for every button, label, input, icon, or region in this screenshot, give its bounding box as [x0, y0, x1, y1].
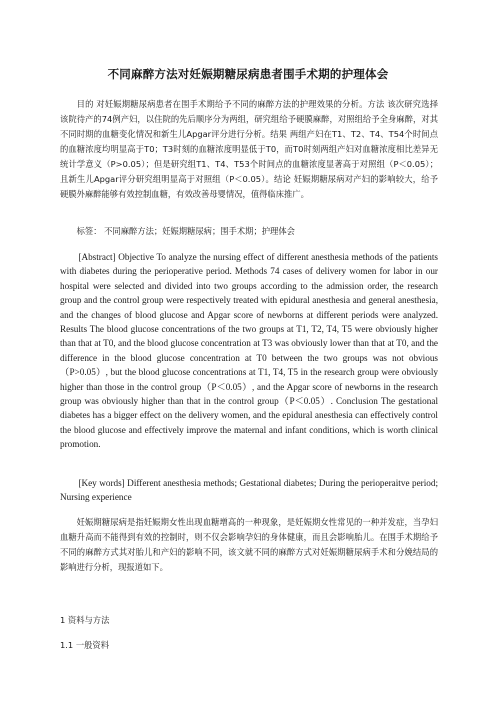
paper-title: 不同麻醉方法对妊娠期糖尿病患者围手术期的护理体会 [107, 67, 389, 81]
introduction-paragraph: 妊娠期糖尿病是指妊娠期女性出现血糖增高的一种现象，是妊娠期女性常见的一种并发症，当孕妇血糖升高而不能得到有效的控制时，则不仅会影响孕妇的身体健康，而且会影响胎儿。在围手术期给予不同的麻醉方式其对胎儿和产妇的影响不同，该文就不同的麻醉方式对妊娠期糖尿病手术和分娩结局的影响进行分析，现报道如下。 [60, 517, 438, 572]
english-keywords: [Key words] Different anesthesia methods; Gestational diabetes; During the perioperaitve period; Nursing experience [60, 478, 438, 503]
section-heading-1: 1 资料与方法 [60, 615, 110, 625]
english-abstract: [Abstract] Objective To analyze the nursing effect of different anesthesia methods of the patients with diabetes during the perioperative period. Methods 74 cases of delivery women for labor in our hospital were selected and divided into two groups according to the admission order, the research group and the control group were respectively treated with epidural anesthesia and general anesthesia, and the changes of blood glucose and Apgar score of newborns at different periods were analyzed. Results The blood glucose concentrations of the two groups at T1, T2, T4, T5 were obviously higher than that at T0, and the blood glucose concentration at T3 was obviously lower than that at T0, and the difference in the blood glucose concentration at T0 between the two groups was not obvious（P>0.05）, but the blood glucose concentrations at T1, T4, T5 in the research group were obviously higher than those in the control group（P＜0.05）, and the Apgar score of newborns in the research group was obviously higher than that in the control group（P＜0.05）. Conclusion The gestational diabetes has a bigger effect on the delivery women, and the epidural anesthesia can effectively control the blood glucose and effectively improve the maternal and infant conditions, which is worth clinical promotion. [60, 252, 438, 450]
chinese-abstract: 目的 对妊娠期糖尿病患者在围手术期给予不同的麻醉方法的护理效果的分析。方法 该次研究选择该院待产的74例产妇，以住院的先后顺序分为两组，研究组给予硬膜麻醉，对照组给予全身麻醉，对其不同时期的血糖变化情况和新生儿Apgar评分进行分析。结果 两组产妇在T1、T2、T4、T54个时间点的血糖浓度均明显高于T0；T3时刻的血糖浓度明显低于T0，而T0时刻两组产妇对血糖浓度相比差异无统计学意义（P>0.05）；但是研究组T1、T4、T53个时间点的血糖浓度显著高于对照组（P＜0.05）；且新生儿Apgar评分研究组明显高于对照组（P＜0.05）。结论 妊娠期糖尿病对产妇的影响较大，给予硬膜外麻醉能够有效控制血糖，有效改善母婴情况，值得临床推广。 [60, 99, 438, 199]
section-heading-1-1: 1.1 一般资料 [60, 640, 110, 650]
chinese-keywords: 标签： 不同麻醉方法；妊娠期糖尿病；围手术期；护理体会 [76, 226, 295, 236]
